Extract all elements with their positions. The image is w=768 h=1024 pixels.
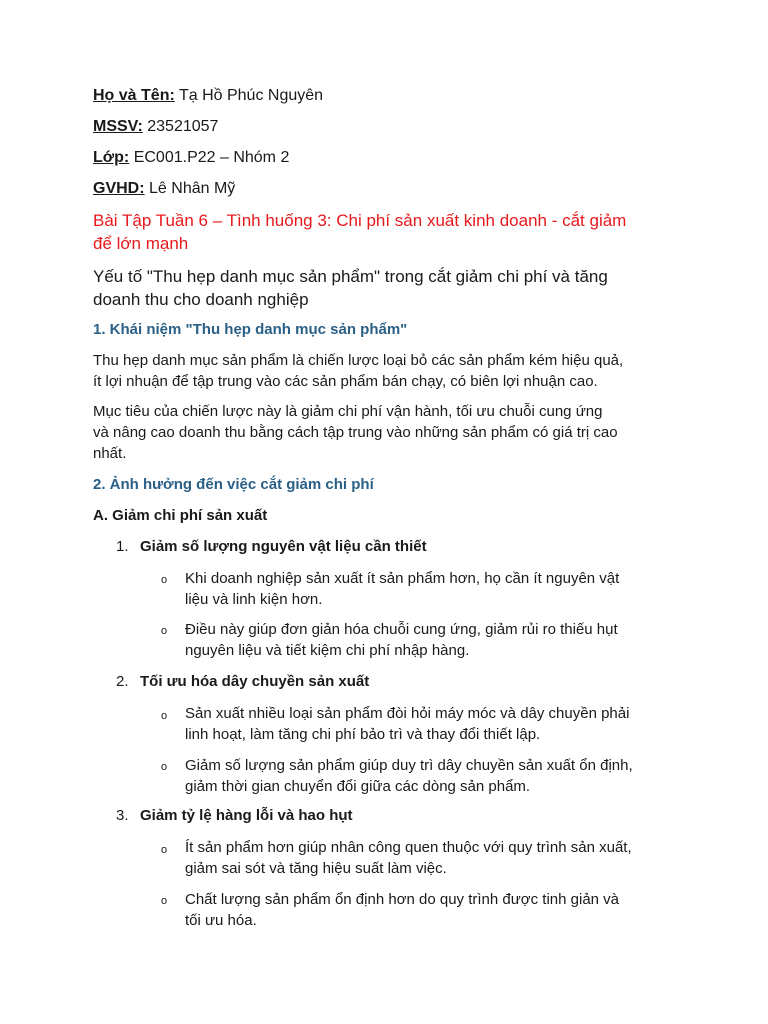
bullet-text-1-2-line-1: Điều này giúp đơn giản hóa chuỗi cung ứng, giảm rủi ro thiếu hụt (185, 621, 618, 638)
topic-subtitle-line-2: doanh thu cho doanh nghiệp (93, 290, 309, 309)
student-id-label: MSSV: (93, 118, 143, 135)
bullet-text-3-2-line-1: Chất lượng sản phẩm ổn định hơn do quy trình được tinh giản và (185, 891, 620, 908)
bullet-marker: o (161, 895, 168, 907)
name-value: Tạ Hồ Phúc Nguyên (178, 87, 324, 104)
section-2-subheading: A. Giảm chi phí sản xuất (93, 507, 268, 524)
bullet-marker: o (161, 844, 168, 856)
bullet-text-2-1-line-2: linh hoạt, làm tăng chi phí bảo trì và thay đổi thiết lập. (185, 726, 541, 743)
list-item-title-3: Giảm tỷ lệ hàng lỗi và hao hụt (140, 807, 353, 824)
bullet-text-1-1-line-2: liệu và linh kiện hơn. (185, 591, 323, 608)
bullet-text-3-1-line-2: giảm sai sót và tăng hiệu suất làm việc. (185, 860, 447, 877)
student-id-line (93, 117, 218, 137)
student-id-value: 23521057 (147, 118, 219, 135)
topic-subtitle-line-1: Yếu tố "Thu hẹp danh mục sản phẩm" trong cắt giảm chi phí và tăng (93, 267, 608, 286)
section-1-paragraph-2-line-2: và nâng cao doanh thu bằng cách tập trung vào những sản phẩm có giá trị cao (93, 424, 618, 441)
advisor-line (93, 179, 235, 199)
name-line (93, 86, 323, 106)
class-value: EC001.P22 – Nhóm 2 (133, 149, 290, 166)
assignment-title-line-1: Bài Tập Tuần 6 – Tình huống 3: Chi phí sản xuất kinh doanh - cắt giảm (93, 211, 627, 230)
bullet-text-1-2-line-2: nguyên liệu và tiết kiệm chi phí nhập hàng. (185, 642, 470, 659)
list-number-1: 1. (116, 538, 129, 555)
bullet-marker: o (161, 625, 168, 637)
advisor-value: Lê Nhân Mỹ (149, 180, 236, 197)
section-1-heading: 1. Khái niệm "Thu hẹp danh mục sản phẩm" (93, 321, 408, 338)
bullet-text-2-1-line-1: Sản xuất nhiều loại sản phẩm đòi hỏi máy móc và dây chuyền phải (185, 705, 630, 722)
assignment-title-line-2: để lớn mạnh (93, 234, 189, 253)
section-1-paragraph-2-line-3: nhất. (93, 445, 127, 462)
bullet-text-1-1-line-1: Khi doanh nghiệp sản xuất ít sản phẩm hơn, họ cần ít nguyên vật (185, 570, 620, 587)
list-number-2: 2. (116, 673, 129, 690)
section-1-paragraph-1-line-1: Thu hẹp danh mục sản phẩm là chiến lược loại bỏ các sản phẩm kém hiệu quả, (93, 352, 624, 369)
section-2-heading: 2. Ảnh hưởng đến việc cắt giảm chi phí (93, 476, 374, 493)
list-item-title-1: Giảm số lượng nguyên vật liệu cần thiết (140, 538, 427, 555)
list-item-title-2: Tối ưu hóa dây chuyền sản xuất (140, 673, 370, 690)
bullet-marker: o (161, 574, 168, 586)
bullet-marker: o (161, 710, 168, 722)
class-line (93, 148, 289, 168)
bullet-text-2-2-line-2: giảm thời gian chuyển đổi giữa các dòng sản phẩm. (185, 778, 531, 795)
class-label: Lớp: (93, 149, 130, 166)
bullet-text-3-1-line-1: Ít sản phẩm hơn giúp nhân công quen thuộc với quy trình sản xuất, (185, 839, 632, 856)
bullet-text-3-2-line-2: tối ưu hóa. (185, 912, 257, 929)
bullet-text-2-2-line-1: Giảm số lượng sản phẩm giúp duy trì dây chuyền sản xuất ổn định, (185, 757, 633, 774)
bullet-marker: o (161, 761, 168, 773)
section-1-paragraph-2-line-1: Mục tiêu của chiến lược này là giảm chi phí vận hành, tối ưu chuỗi cung ứng (93, 403, 603, 420)
advisor-label: GVHD: (93, 180, 145, 197)
section-1-paragraph-1-line-2: ít lợi nhuận để tập trung vào các sản phẩm bán chạy, có biên lợi nhuận cao. (93, 373, 598, 390)
list-number-3: 3. (116, 807, 129, 824)
name-label: Họ và Tên: (93, 87, 175, 104)
